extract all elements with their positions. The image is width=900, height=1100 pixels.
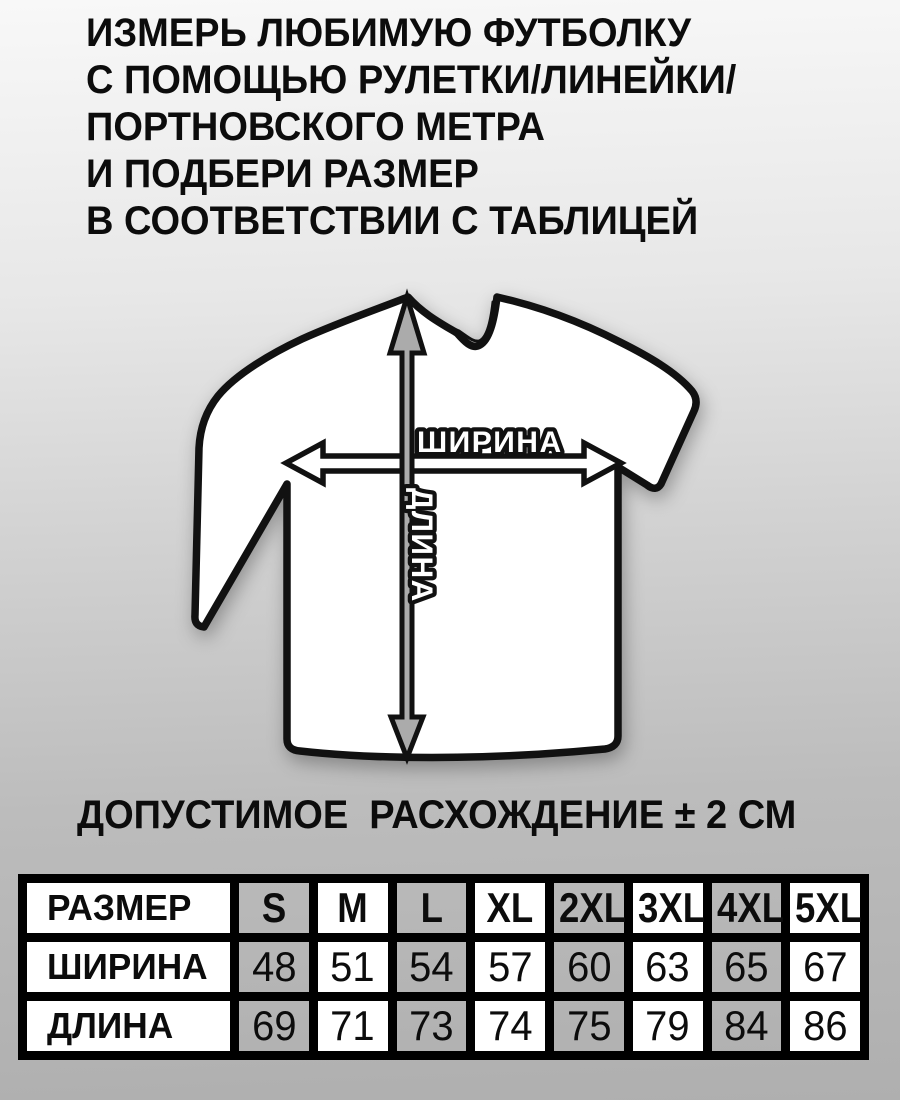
value-cell [471, 938, 550, 997]
size-value: 3XL [637, 884, 705, 931]
size-cell [313, 879, 392, 938]
instruction-line [86, 151, 771, 198]
size-cell [786, 879, 865, 938]
cell-value: 48 [251, 943, 297, 990]
value-cell [235, 938, 314, 997]
value-cell [550, 938, 629, 997]
cell-value: 71 [330, 1002, 375, 1049]
value-cell [392, 938, 471, 997]
cell-value: 86 [802, 1002, 848, 1049]
size-header-cell [23, 879, 235, 938]
size-value: M [337, 884, 368, 931]
value-cell [550, 997, 629, 1056]
instruction-line [86, 57, 771, 104]
size-value: 2XL [559, 884, 627, 931]
cell-value: 74 [487, 1002, 533, 1049]
size-cell [392, 879, 471, 938]
instruction-line-text: В СООТВЕТСТВИИ С ТАБЛИЦЕЙ [86, 199, 699, 243]
width-label: ШИРИНА [417, 426, 563, 459]
row-label: ДЛИНА [47, 1005, 174, 1046]
instructions-text [86, 10, 771, 245]
size-value: L [420, 884, 443, 931]
value-cell [707, 938, 786, 997]
size-value: 4XL [716, 884, 784, 931]
cell-value: 67 [802, 943, 848, 990]
instruction-line [86, 198, 771, 245]
instruction-line [86, 104, 771, 151]
size-value: XL [486, 884, 534, 931]
value-cell [786, 938, 865, 997]
row-label-cell [23, 938, 235, 997]
size-cell [628, 879, 707, 938]
instruction-line-text: С ПОМОЩЬЮ РУЛЕТКИ/ЛИНЕЙКИ/ [86, 58, 737, 102]
cell-value: 54 [409, 943, 454, 990]
row-label-cell [23, 997, 235, 1056]
size-cell [550, 879, 629, 938]
value-cell [471, 997, 550, 1056]
value-cell [786, 997, 865, 1056]
cell-value: 73 [409, 1002, 454, 1049]
value-cell [235, 997, 314, 1056]
size-value: S [261, 884, 287, 931]
size-cell [471, 879, 550, 938]
size-header-label: РАЗМЕР [47, 887, 192, 928]
size-table-header-row [23, 879, 865, 938]
length-label: ДЛИНА [405, 488, 438, 603]
value-cell [628, 938, 707, 997]
value-cell [313, 997, 392, 1056]
cell-value: 57 [487, 943, 533, 990]
tshirt-diagram [180, 280, 720, 780]
size-cell [707, 879, 786, 938]
width-row [23, 938, 865, 997]
length-row [23, 997, 865, 1056]
value-cell [707, 997, 786, 1056]
row-label: ШИРИНА [47, 946, 208, 987]
cell-value: 84 [724, 1002, 769, 1049]
value-cell [628, 997, 707, 1056]
instruction-line [86, 10, 771, 57]
size-cell [235, 879, 314, 938]
cell-value: 51 [330, 943, 375, 990]
cell-value: 65 [724, 943, 769, 990]
instruction-line-text: ИЗМЕРЬ ЛЮБИМУЮ ФУТБОЛКУ [86, 11, 692, 55]
tolerance-note [77, 792, 834, 839]
value-cell [313, 938, 392, 997]
instruction-line-text: И ПОДБЕРИ РАЗМЕР [86, 152, 479, 196]
cell-value: 60 [566, 943, 612, 990]
cell-value: 69 [251, 1002, 297, 1049]
value-cell [392, 997, 471, 1056]
cell-value: 79 [645, 1002, 690, 1049]
instruction-line-text: ПОРТНОВСКОГО МЕТРА [86, 105, 545, 149]
cell-value: 63 [645, 943, 690, 990]
tolerance-note-text: ДОПУСТИМОЕ РАСХОЖДЕНИЕ ± 2 СМ [77, 793, 797, 837]
cell-value: 75 [566, 1002, 612, 1049]
size-value: 5XL [795, 884, 863, 931]
size-table [18, 874, 869, 1060]
tshirt-outline [195, 297, 696, 758]
